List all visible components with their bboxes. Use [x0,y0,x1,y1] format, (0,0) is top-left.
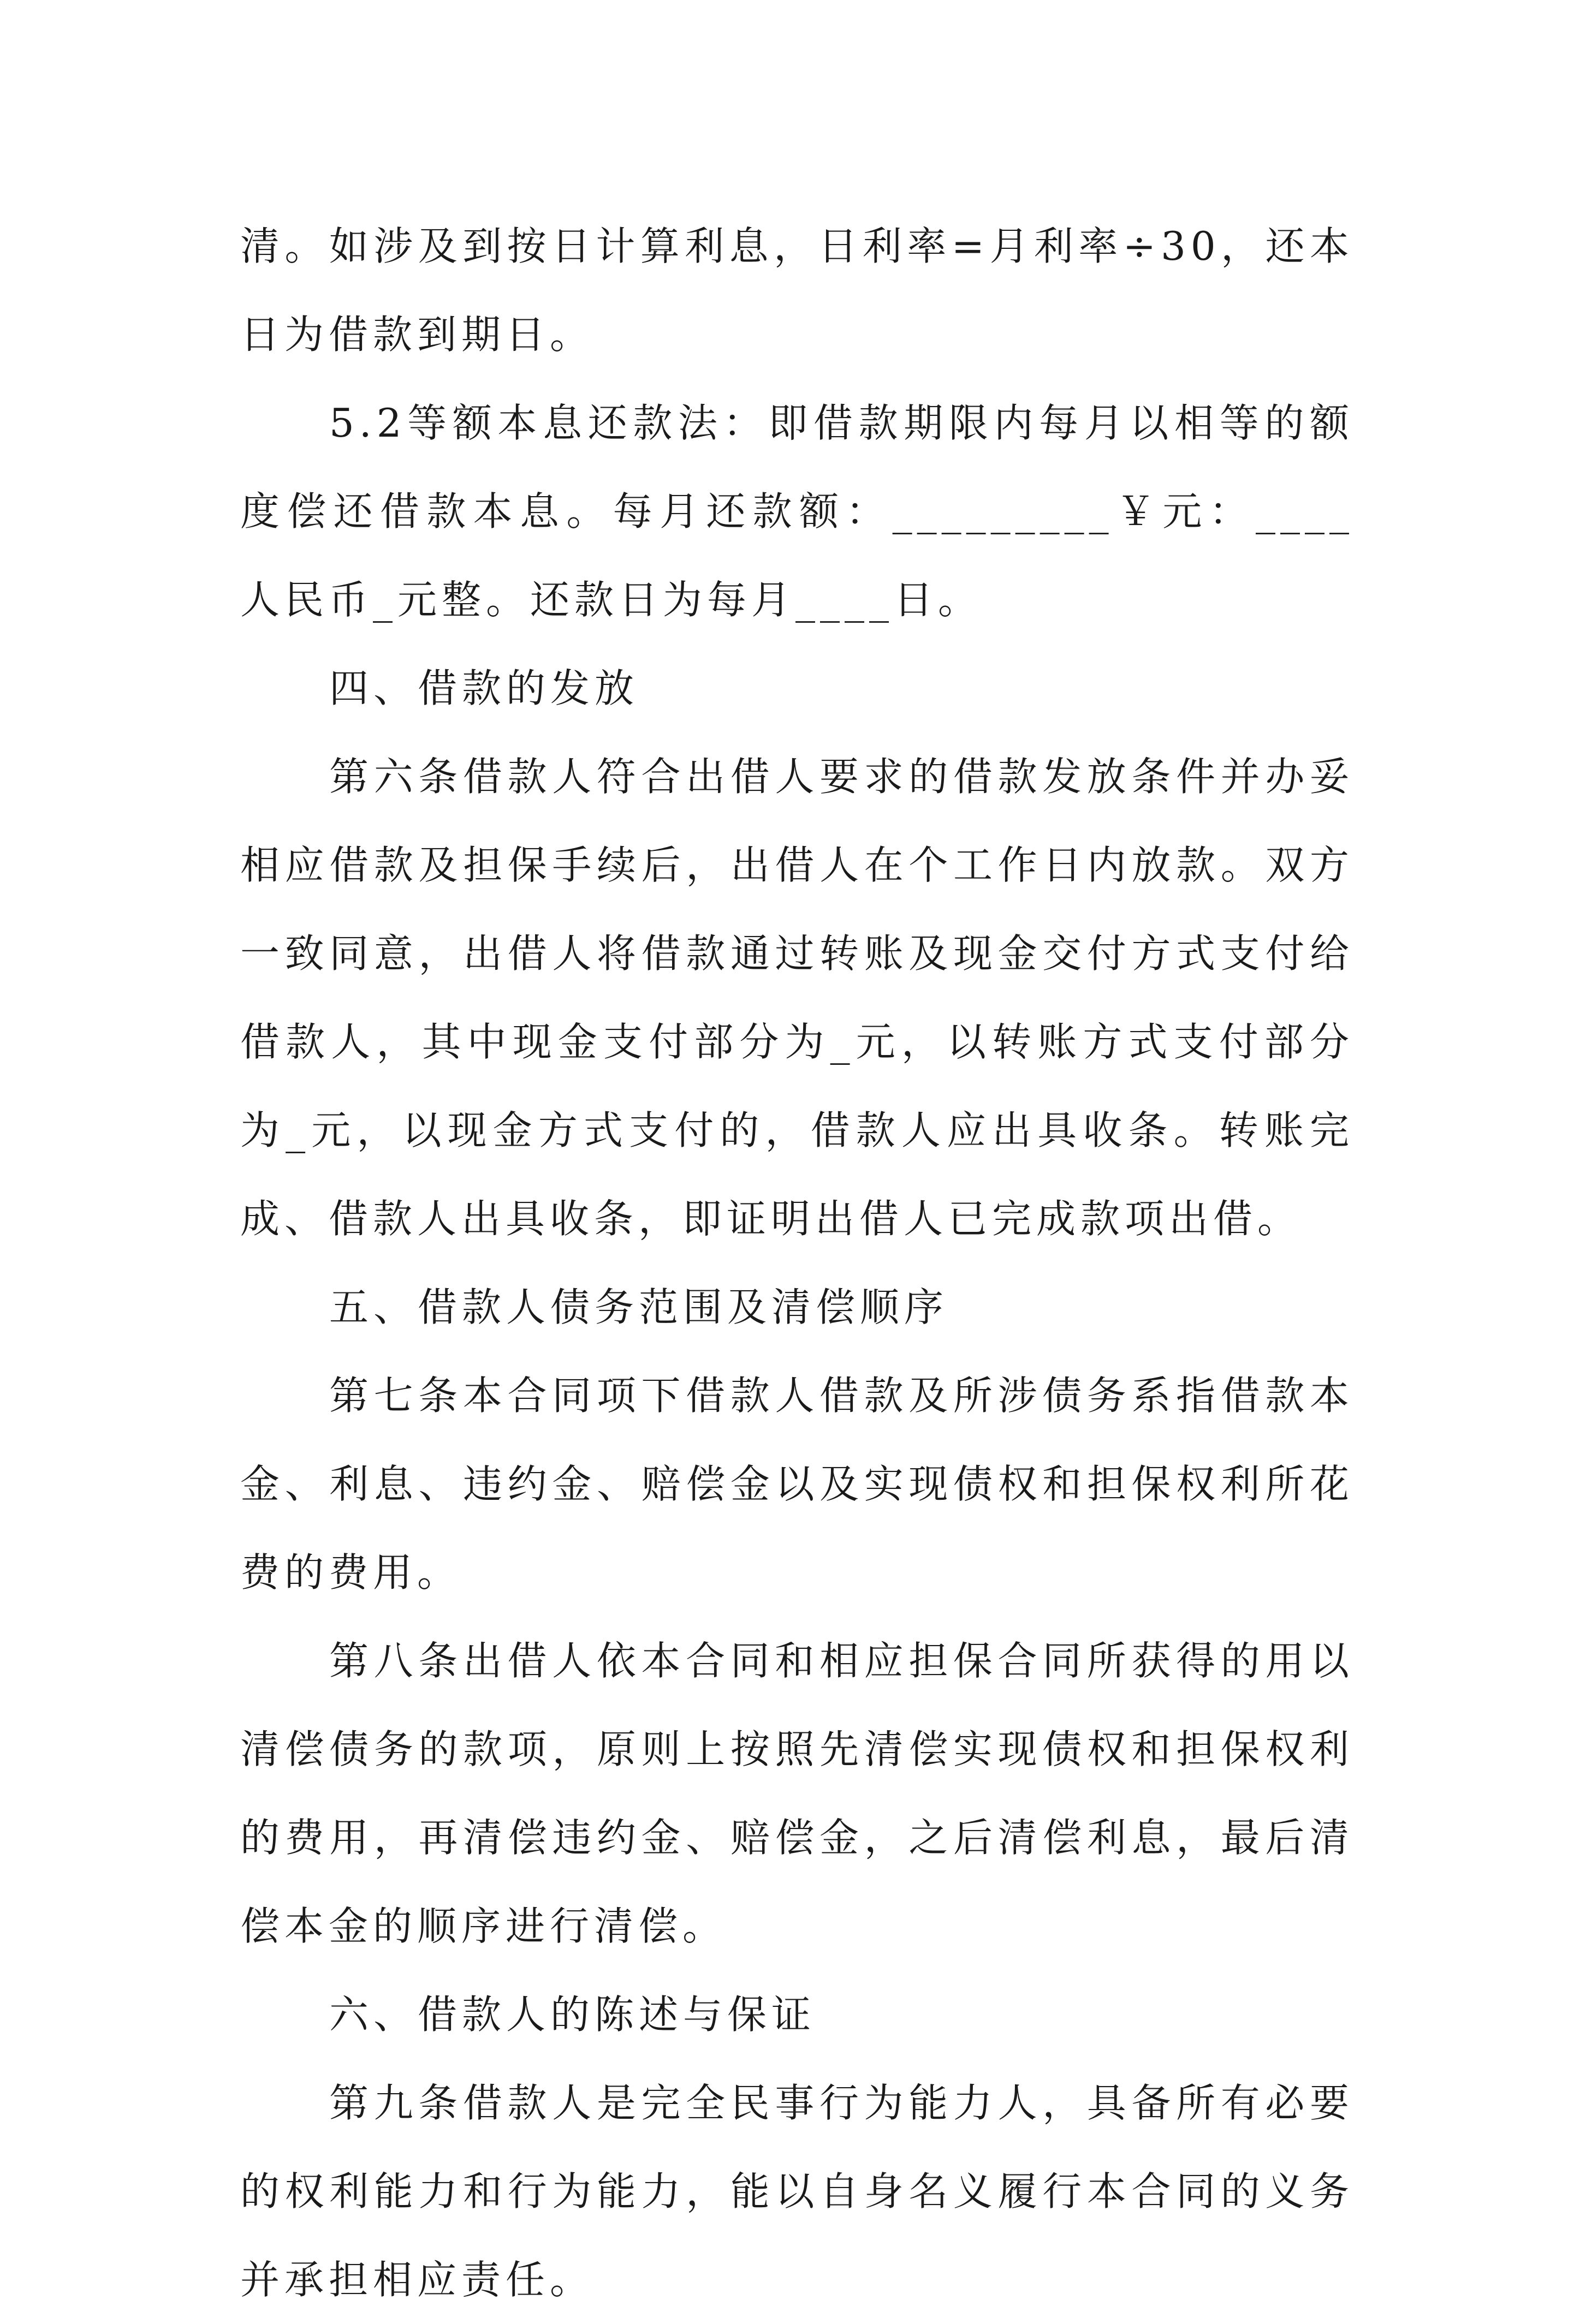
paragraph-article-6: 第六条借款人符合出借人要求的借款发放条件并办妥相应借款及担保手续后，出借人在个工作日内放款。双方一致同意，出借人将借款通过转账及现金交付方式支付给借款人，其中现金支付部分为_元，以转账方式支付部分为_元，以现金方式支付的，借款人应出具收条。转账完成、借款人出具收条，即证明出借人已完成款项出借。 [240,754,1354,1242]
paragraph-interest-calc: 清。如涉及到按日计算利息，日利率=月利率÷30，还本日为借款到期日。 [240,223,1354,357]
paragraph-article-9: 第九条借款人是完全民事行为能力人，具备所有必要的权利能力和行为能力，能以自身名义履行本合同的义务并承担相应责任。 [240,2080,1354,2303]
section-heading-loan-disbursement: 四、借款的发放 [329,665,639,711]
paragraph-article-7: 第七条本合同项下借款人借款及所涉债务系指借款本金、利息、违约金、赔偿金以及实现债权和担保权利所花费的费用。 [240,1373,1354,1595]
section-heading-borrower-representations: 六、借款人的陈述与保证 [329,1992,816,2037]
paragraph-article-8: 第八条出借人依本合同和相应担保合同所获得的用以清偿债务的款项，原则上按照先清偿实现债权和担保权利的费用，再清偿违约金、赔偿金，之后清偿利息，最后清偿本金的顺序进行清偿。 [240,1638,1354,1949]
document-body [240,202,1354,2324]
section-heading-debt-scope: 五、借款人债务范围及清偿顺序 [329,1284,949,1330]
paragraph-equal-installment: 5.2等额本息还款法：即借款期限内每月以相等的额度偿还借款本息。每月还款额：_________￥元：____人民币_元整。还款日为每月____日。 [240,400,1354,623]
